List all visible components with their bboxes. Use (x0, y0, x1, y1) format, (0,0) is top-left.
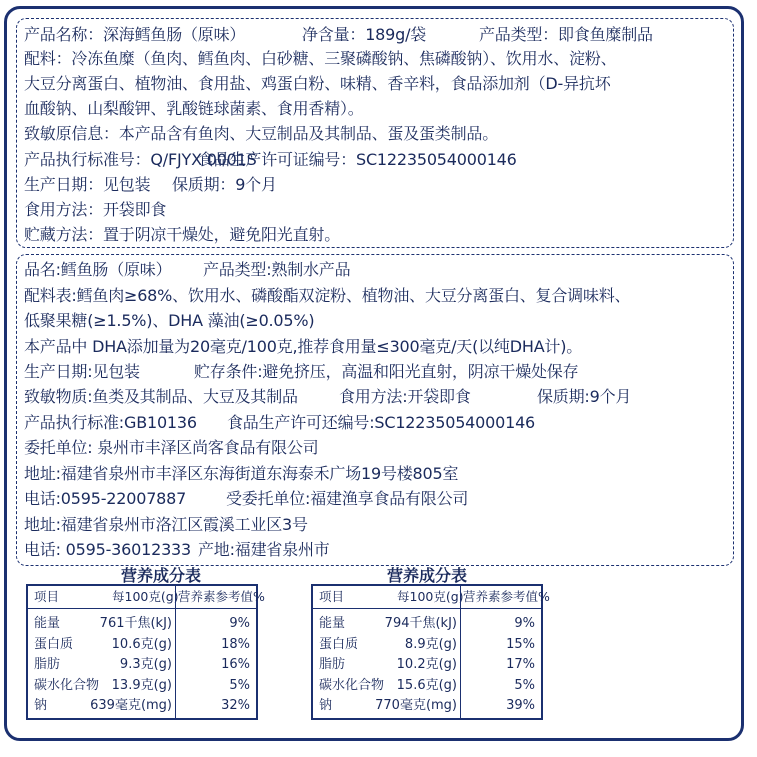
box2-line-1: 配料表:鳕鱼肉≥68%、饮用水、磷酸酯双淀粉、植物油、大豆分离蛋白、复合调味料、 (24, 286, 631, 305)
nutrition-row (28, 676, 256, 696)
nutrition-cell: 39% (506, 698, 535, 713)
nutrition-header-cell: 营养素参考值% (178, 589, 265, 604)
nutrition-cell: 蛋白质 (319, 636, 359, 652)
nutrition-title-2: 营养成分表 (386, 566, 467, 585)
nutrition-cell: 5% (514, 677, 535, 693)
nutrition-cell: 15% (506, 636, 535, 652)
box2-line-5-seg-1: 食用方法:开袋即食 (339, 387, 471, 406)
nutrition-table-1 (26, 584, 265, 720)
nutrition-cell: 10.2克(g) (396, 657, 457, 672)
box2-line-5-seg-0: 致敏物质:鱼类及其制品、大豆及其制品 (24, 387, 298, 406)
nutrition-header-cell: 营养素参考值% (463, 589, 550, 604)
box1-line-5-seg-0: 产品执行标准号：Q/FJYX 0001S (24, 150, 257, 169)
box1-line-0-seg-0: 产品名称：深海鳕鱼肠（原味） (24, 25, 246, 44)
box2-line-6-seg-1: 食品生产许可还编号:SC12235054000146 (227, 413, 536, 432)
box1-line-0-seg-1: 净含量：189g/袋 (302, 25, 427, 44)
nutrition-cell: 17% (506, 657, 535, 672)
nutrition-row (313, 676, 541, 696)
box2-line-4-seg-0: 生产日期:见包装 (24, 362, 140, 381)
nutrition-cell: 碳水化合物 (319, 677, 385, 693)
box2-line-2: 低聚果糖(≥1.5%)、DHA 藻油(≥0.05%) (24, 311, 315, 330)
nutrition-cell: 能量 (319, 616, 346, 631)
box1-line-5-seg-1: 食品生产许可证编号：SC12235054000146 (198, 150, 517, 169)
nutrition-column-divider (175, 586, 176, 718)
nutrition-cell: 钠 (34, 698, 48, 713)
nutrition-cell: 5% (229, 677, 250, 693)
nutrition-table-2 (311, 584, 550, 720)
nutrition-header-cell: 项目 (319, 589, 345, 604)
nutrition-header-cell: 每100克(g) (397, 589, 464, 604)
box2-line-10: 地址:福建省泉州市洛江区霞溪工业区3号 (24, 515, 308, 534)
box2-line-0-seg-0: 品名:鳕鱼肠（原味） (24, 260, 172, 279)
box2-line-0-seg-1: 产品类型:熟制水产品 (203, 260, 351, 279)
box1-line-3: 血酸钠、山梨酸钾、乳酸链球菌素、食用香精）。 (24, 99, 364, 118)
box2-line-9-seg-0: 电话:0595-22007887 (24, 489, 187, 508)
nutrition-cell: 9% (514, 616, 535, 631)
nutrition-cell: 脂肪 (34, 657, 61, 672)
nutrition-row (313, 696, 541, 716)
nutrition-cell: 钠 (319, 698, 333, 713)
nutrition-row (28, 696, 256, 716)
nutrition-cell: 18% (221, 636, 250, 652)
nutrition-header-row (28, 586, 265, 609)
box1-line-2: 大豆分离蛋白、植物油、食用盐、鸡蛋白粉、味精、香辛料，食品添加剂（D-异抗坏 (24, 74, 611, 93)
box2-line-4-seg-1: 贮存条件:避免挤压，高温和阳光直射，阴凉干燥处保存 (194, 362, 579, 381)
nutrition-cell: 9.3克(g) (119, 657, 172, 672)
nutrition-row (28, 655, 256, 675)
box2-line-11-seg-0: 电话: 0595-36012333 (24, 540, 192, 559)
box1-line-6-seg-0: 生产日期：见包装 (24, 175, 151, 194)
box2-line-9-seg-1: 受委托单位:福建渔享食品有限公司 (226, 489, 469, 508)
nutrition-cell: 761千焦(kJ) (99, 616, 172, 631)
nutrition-row (313, 655, 541, 675)
box1-line-7: 食用方法：开袋即食 (24, 200, 167, 219)
nutrition-row (313, 635, 541, 655)
nutrition-cell: 770毫克(mg) (375, 698, 457, 713)
box1-line-8: 贮藏方法：置于阴凉干燥处，避免阳光直射。 (24, 225, 341, 244)
nutrition-row (313, 614, 541, 634)
nutrition-cell: 794千焦(kJ) (384, 616, 457, 631)
box2-line-3: 本产品中 DHA添加量为20毫克/100克,推荐食用量≤300毫克/天(以纯DHA计)。 (24, 337, 583, 356)
nutrition-cell: 10.6克(g) (111, 636, 172, 652)
box2-line-11-seg-1: 产地:福建省泉州市 (198, 540, 330, 559)
nutrition-cell: 能量 (34, 616, 61, 631)
box2-line-6-seg-0: 产品执行标准:GB10136 (24, 413, 197, 432)
box1-line-6-seg-1: 保质期：9个月 (172, 175, 277, 194)
nutrition-cell: 蛋白质 (34, 636, 74, 652)
nutrition-cell: 15.6克(g) (396, 677, 457, 693)
nutrition-column-divider (460, 586, 461, 718)
nutrition-title-1: 营养成分表 (120, 566, 201, 585)
nutrition-row (28, 635, 256, 655)
nutrition-header-cell: 每100克(g) (112, 589, 179, 604)
nutrition-cell: 9% (229, 616, 250, 631)
nutrition-cell: 16% (221, 657, 250, 672)
nutrition-cell: 脂肪 (319, 657, 346, 672)
box2-line-8: 地址:福建省泉州市丰泽区东海街道东海泰禾广场19号楼805室 (24, 464, 459, 483)
box1-line-1: 配料：冷冻鱼糜（鱼肉、鳕鱼肉、白砂糖、三聚磷酸钠、焦磷酸钠）、饮用水、淀粉、 (24, 49, 617, 68)
nutrition-cell: 32% (221, 698, 250, 713)
nutrition-cell: 13.9克(g) (111, 677, 172, 693)
box1-line-4: 致敏原信息：本产品含有鱼肉、大豆制品及其制品、蛋及蛋类制品。 (24, 124, 499, 143)
nutrition-cell: 639毫克(mg) (90, 698, 172, 713)
nutrition-cell: 碳水化合物 (34, 677, 100, 693)
box1-line-0-seg-2: 产品类型：即食鱼糜制品 (479, 25, 653, 44)
nutrition-cell: 8.9克(g) (404, 636, 457, 652)
nutrition-header-cell: 项目 (34, 589, 60, 604)
box2-line-7: 委托单位: 泉州市丰泽区尚客食品有限公司 (24, 438, 319, 457)
nutrition-header-row (313, 586, 550, 609)
nutrition-row (28, 614, 256, 634)
box2-line-5-seg-2: 保质期:9个月 (537, 387, 632, 406)
